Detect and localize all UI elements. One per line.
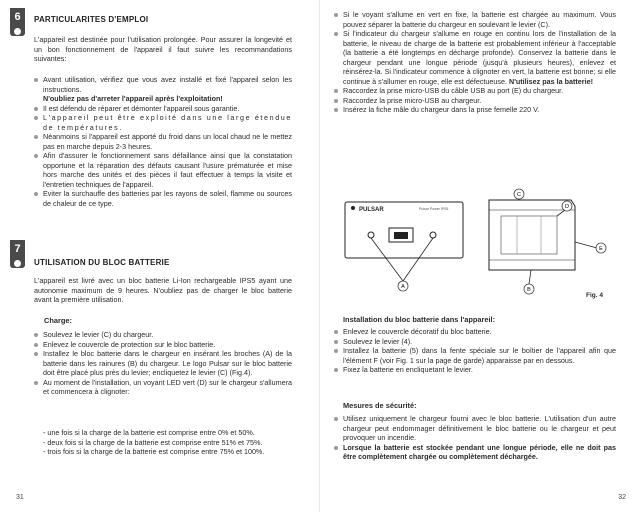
install-title: Installation du bloc batterie dans l'appareil: bbox=[343, 315, 496, 324]
bullet-icon bbox=[14, 260, 21, 267]
level-line: - une fois si la charge de la batterie est comprise entre 0% et 50%. bbox=[43, 428, 255, 437]
list-item: Lorsque la batterie est stockée pendant une longue période, elle ne doit pas être complètement chargée ou complètement déchargée. bbox=[334, 443, 616, 462]
list-item: Eviter la surchauffe des batteries par les rayons de soleil, flamme ou sources de chaleur de ce type. bbox=[34, 189, 292, 208]
right-page bbox=[319, 0, 638, 512]
section-7-heading: UTILISATION DU BLOC BATTERIE bbox=[34, 258, 170, 267]
list-item: Raccordez la prise micro-USB du câble USB au port (E) du chargeur. bbox=[334, 86, 616, 96]
brand-label: PULSAR bbox=[359, 207, 384, 213]
safety-title: Mesures de sécurité: bbox=[343, 401, 417, 410]
label-e: E bbox=[599, 246, 603, 252]
list-item: Raccordez la prise micro-USB au chargeur. bbox=[334, 96, 616, 106]
list-item: Soulevez le levier (4). bbox=[334, 337, 616, 347]
level-line: - trois fois si la charge de la batterie est comprise entre 75% et 100%. bbox=[43, 447, 265, 456]
charger-led bbox=[394, 232, 408, 239]
list-item: Si l'indicateur du chargeur s'allume en rouge en continu lors de l'installation de la batterie, le niveau de charge de la batterie est probablement inférieur à l'acceptable (la batterie a été longtemps en décharge profonde). Conservez la batterie dans le chargeur pendant une longue période (jusqu'à plusieurs heures), enlevez et réinsérez-la. Si l'indicateur commence à clignoter en vert, la batterie est bonne; si elle continue à s'allumer en rouge, elle est défectueuse. N'utilisez pas la batterie! bbox=[334, 29, 616, 86]
bullet-icon bbox=[14, 28, 21, 35]
list-item: Avant utilisation, vérifiez que vous avez installé et fixé l'appareil selon les instructions. N'oubliez pas d'arreter l'appareil après l'exploitation! bbox=[34, 75, 292, 104]
list-item: Soulevez le levier (C) du chargeur. bbox=[34, 330, 292, 340]
list-item: Insérez la fiche mâle du chargeur dans la prise femelle 220 V. bbox=[334, 105, 616, 115]
pin-right bbox=[430, 232, 436, 238]
label-b: B bbox=[527, 287, 531, 293]
level-line: - deux fois si la charge de la batterie est comprise entre 51% et 75%. bbox=[43, 437, 263, 447]
safety-list bbox=[334, 414, 616, 462]
label-c: C bbox=[517, 192, 521, 198]
list-item: Enlevez le couvercle décoratif du bloc batterie. bbox=[334, 327, 616, 337]
list-item: Enlevez le couvercle de protection sur le bloc batterie. bbox=[34, 340, 292, 350]
install-list bbox=[334, 327, 616, 375]
list-item: Installez la batterie (5) dans la fente spéciale sur le boîtier de l'appareil afin que l'élément F (voir Fig. 1 sur la page de garde) apparaisse par en dessous. bbox=[334, 346, 616, 365]
list-item: Si le voyant s'allume en vert en fixe, la batterie est chargée au maximum. Vous pouvez séparer la batterie du chargeur en soulevant le levier (C). bbox=[334, 10, 616, 29]
page-number: 32 bbox=[618, 493, 626, 501]
section-6-number: 6 bbox=[14, 11, 21, 23]
list-item: Installez le bloc batterie dans le chargeur en insérant les broches (A) de la batterie dans les rainures (B) du chargeur. Le logo Pulsar sur le bloc batterie doit être placé plus près du levier; encliquetez le levier (C) (Fig.4). bbox=[34, 349, 292, 378]
list-item: Néanmoins si l'appareil est apporté du froid dans un local chaud ne le mettez pas en marche depuis 2-3 heures. bbox=[34, 132, 292, 151]
charge-list bbox=[34, 330, 292, 397]
model-label: Pulsar Power IPS5 bbox=[419, 207, 449, 211]
section-6-list bbox=[34, 75, 292, 208]
pin-left bbox=[368, 232, 374, 238]
section-7-intro: L'appareil est livré avec un bloc batterie Li-Ion rechargeable IPS5 ayant une autonomie maximum de 9 heures. N'oubliez pas de charger le bloc batterie avant la première utilisation. bbox=[34, 276, 292, 304]
list-item: Il est défendu de réparer et démonter l'appareil sous garantie. bbox=[34, 104, 292, 114]
section-6-tab bbox=[10, 8, 25, 36]
logo-icon bbox=[351, 206, 355, 210]
list-item: Au moment de l'installation, un voyant LED vert (D) sur le chargeur s'allumera et commencera à clignoter: bbox=[34, 378, 292, 397]
list-item: Fixez la batterie en encliquetant le levier. bbox=[334, 365, 616, 375]
list-item: L'appareil peut être exploité dans une large étendue de températures. bbox=[34, 113, 292, 132]
charge-levels bbox=[43, 428, 293, 457]
section-7-number: 7 bbox=[14, 243, 21, 255]
figure-caption: Fig. 4 bbox=[586, 292, 603, 299]
charge-continued-list bbox=[334, 10, 616, 115]
page-number: 31 bbox=[16, 493, 24, 501]
charger-figure bbox=[339, 188, 619, 306]
list-item: Utilisez uniquement le chargeur fourni avec le bloc batterie. L'utilisation d'un autre chargeur peut endommager définitivement le bloc batterie ou le chargeur et peut provoquer un incendie. bbox=[334, 414, 616, 443]
label-d: D bbox=[565, 204, 569, 210]
section-7-tab bbox=[10, 240, 25, 268]
list-item: Afin d'assurer le fonctionnement sans défaillance ainsi que la constatation opportune et la réparation des défauts causant l'usure prématurée et mise hors marche des unités et des pièces il faut effectuer à temps la visite et l'entretien techniques de l'appareil. bbox=[34, 151, 292, 189]
label-a: A bbox=[401, 284, 405, 290]
section-6-heading: PARTICULARITES D'EMPLOI bbox=[34, 15, 149, 24]
section-6-intro: L'appareil est destinée pour l'utilisation prolongée. Pour assurer la longevité et un bon fonctionnement de l'appareil il faut suivre les recommandations suivantes: bbox=[34, 35, 292, 63]
charge-title: Charge: bbox=[44, 316, 72, 325]
